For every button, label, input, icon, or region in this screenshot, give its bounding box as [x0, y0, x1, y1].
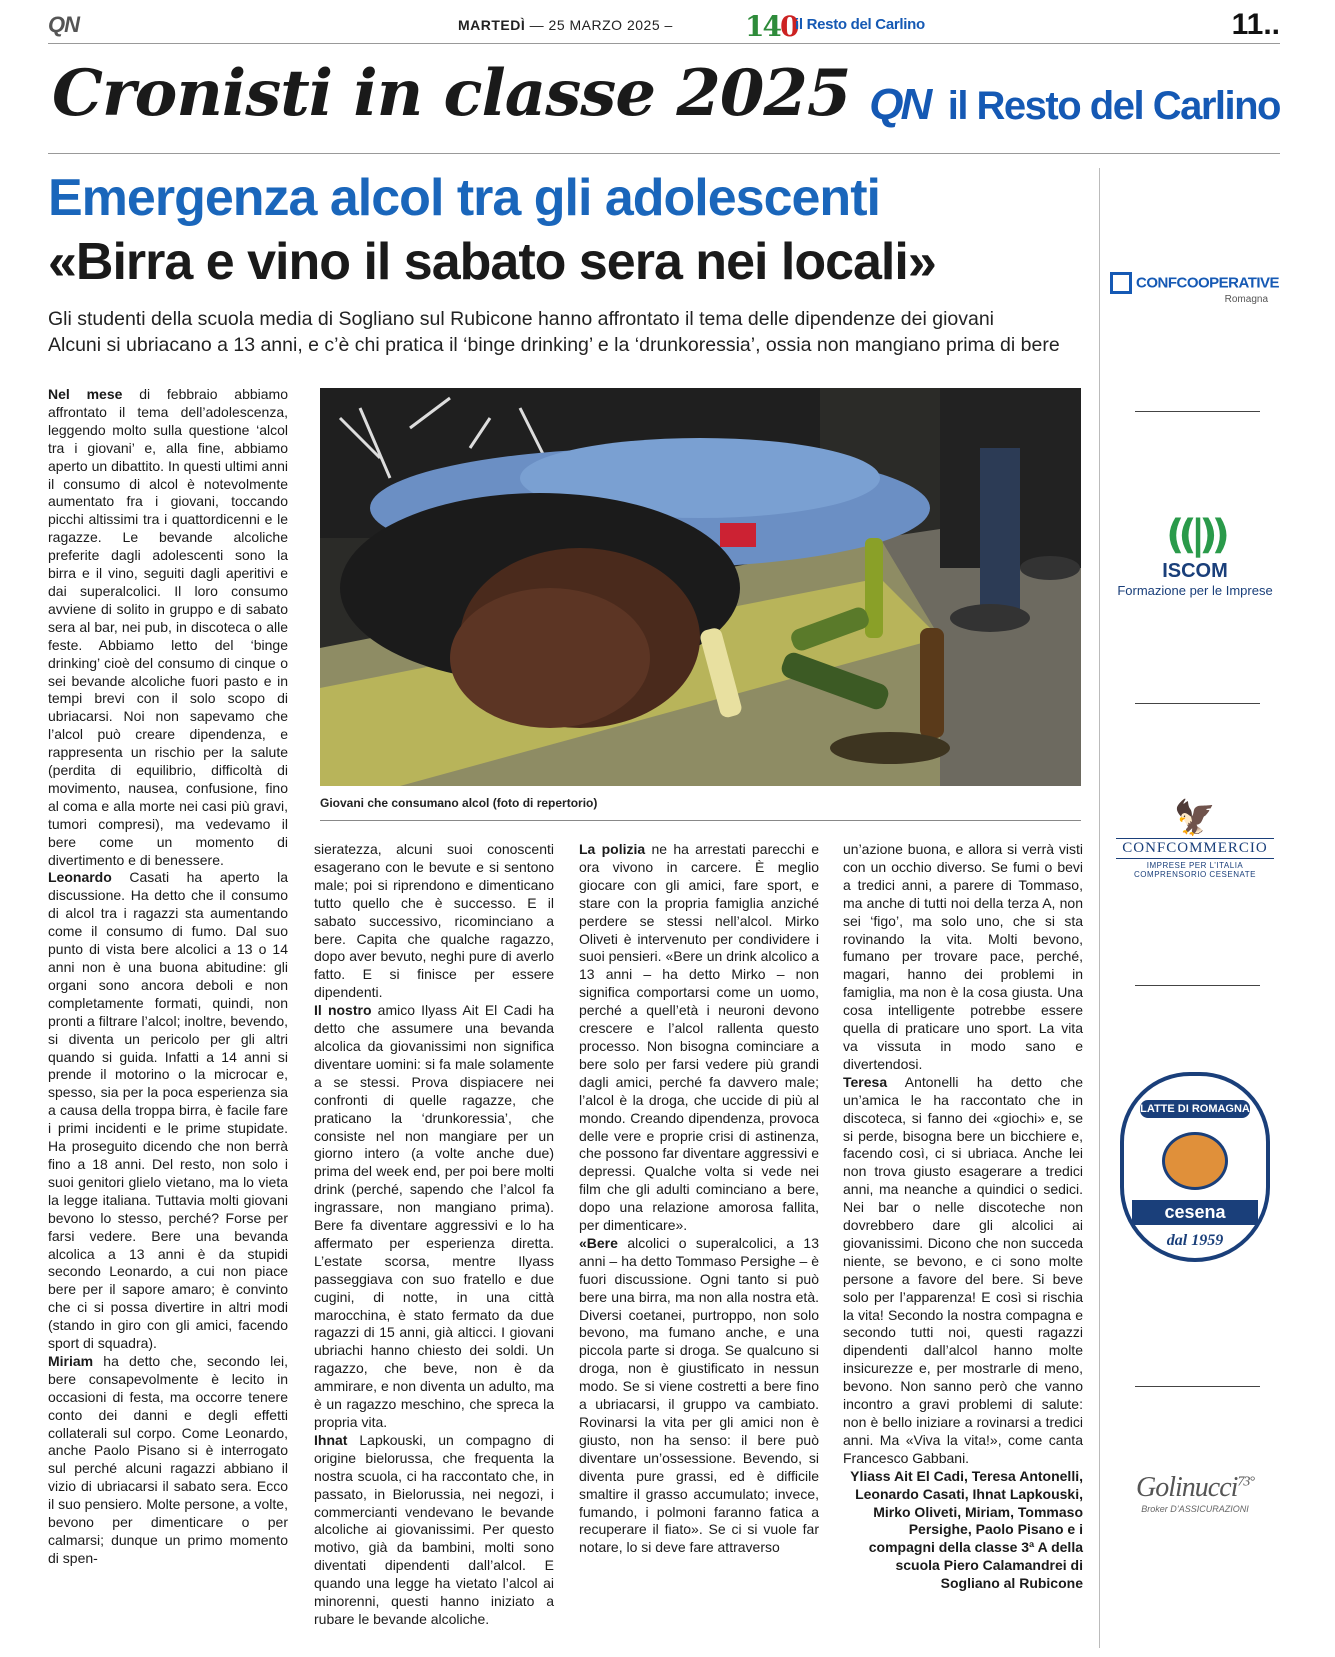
sponsor-city: cesena [1132, 1200, 1258, 1225]
sponsor-divider [1135, 985, 1260, 986]
paragraph-lead: La polizia [579, 841, 646, 857]
article-subhead [48, 306, 1098, 358]
series-title: Cronisti in classe 2025 [52, 56, 851, 131]
sponsor-region: COMPRENSORIO CESENATE [1134, 870, 1256, 879]
sponsor-divider [1135, 411, 1260, 412]
sponsor-name: CONFCOMMERCIO [1116, 838, 1274, 859]
column-divider [1099, 168, 1100, 1648]
photo-teen-drinking-icon [320, 388, 1081, 786]
article-column-3 [579, 841, 819, 1648]
sponsor-region: Romagna [1224, 294, 1268, 305]
sponsor-sub: IMPRESE PER L’ITALIA [1146, 861, 1244, 870]
paragraph [48, 1353, 288, 1568]
sponsor-name: ISCOM [1162, 560, 1228, 582]
sponsor-latte-di-romagna [1110, 1072, 1280, 1262]
paragraph-text: alcolici o superalcolici, a 13 anni – ha detto Tommaso Persighe – è fuori discussione. Ogni tanto si può bere una birra, ma non alla nostra età. Diversi coetanei, purtroppo, non solo bevono, ma fumano anche, e una piccola parte si droga. Se qualcuno si droga, non è giustificato in nessun modo. Se si viene costretti a bere fino a ubriacarsi, il gruppo va cambiato. Rovinarsi la vita per gli amici non è giusto, non ha senso: il bere può diventare un’ossessione. Bevendo, si diventa pure grassi, ed è difficile smaltire il grasso accumulato; invece, fumando, i polmoni faranno fatica a recuperare il fiato». Se ci si vuole far notare, lo si deve fare attraverso [579, 1234, 819, 1556]
paragraph-text: ne ha arrestati parecchi e ora vivono in carcere. È meglio giocare con gli amici, fare sport, e stare con la propria famiglia anziché perdere se stessi nell’alcol. Mirko Oliveti è intervenuto per condividere i suoi pensieri. «Bere un drink alcolico a 13 anni – ha detto Mirko – non significa comportarsi come un uomo, perché a quell’età i neuroni devono crescere e l’alcol rallenta questo processo. Non bisogna cominciare a bere solo per farsi vedere più grandi dagli amici, perché fa davvero male; l’alcol è la droga, che uccide di più al mondo. Creando dipendenza, provoca delle vere e proprie crisi di astinenza, che possono far diventare aggressivi e depressi. Qualche volta si vede nei film che gli adulti cominciano a bere, dopo una relazione amorosa fallita, per dimenticare». [579, 841, 819, 1234]
paragraph [314, 1432, 554, 1629]
paragraph [314, 1002, 554, 1432]
subhead-line-2: Alcuni si ubriacano a 13 anni, e c’è chi pratica il ‘binge drinking’ e la ‘drunkoressia’, ossia non mangiano prima di bere [48, 334, 1060, 356]
article-column-1 [48, 386, 288, 1648]
sponsor-golinucci [1110, 1472, 1280, 1514]
anniversary-logo: 140 [745, 10, 798, 43]
paragraph-lead: Ihnat [314, 1431, 348, 1448]
iscom-logo-icon: ((|)) [1166, 512, 1224, 558]
dateline [458, 17, 673, 33]
paragraph-text: sieratezza, alcuni suoi conoscenti esagerano con le bevute e si sentono male; poi si riprendono e dimenticano tutto quello che è successo. E il sabato successivo, ricominciano a bere. Capita che qualche ragazzo, dopo aver bevuto, neghi pure di averlo fatto. E si finisce per essere dipendenti. [314, 841, 554, 1001]
paragraph [48, 869, 288, 1352]
paragraph-lead: Miriam [48, 1352, 94, 1369]
paragraph-lead: «Bere [579, 1234, 618, 1251]
paragraph-text: Lapkouski, un compagno di origine bielorussa, che frequenta la nostra scuola, ci ha raccontato che, in passato, in Bielorussia, nei negozi, i commercianti vendevano le bevande alcoliche ai giovanissimi. Per questo motivo, già da bambini, molti sono diventati dipendenti dall’alcol. E quando una legge ha vietato l’alcol ai minorenni, questi hanno iniziato a rubare le bevande alcoliche. [314, 1431, 554, 1627]
article-column-4 [843, 841, 1083, 1648]
paragraph-text: Antonelli ha detto che un’amica le ha raccontato che in discoteca, si fanno dei «giochi» e, se si perde, bisogna bere un bicchiere e, facendo così, ci si ubriaca. Anche lei non trova giusto esagerare a tredici anni, ma neanche a quindici o sedici. Nei bar o nelle discoteche non dovrebbero dare gli alcolici ai giovanissimi. Dicono che non succeda niente, se bevono, e ci sono molte persone a favore del bere. Si beve solo per l’apparenza! E così si rischia la vita! Secondo la nostra compagna e secondo tutti noi, questi ragazzi dipendenti dall’alcol hanno molte insicurezze e, per mostrarle di meno, bevono. Non sanno però che vanno incontro a gravi problemi di salute: non è bello iniziare a rovinarsi a tredici anni. Ma «Viva la vita!», come canta Francesco Gabbani. [843, 1073, 1083, 1466]
paragraph-lead: Nel mese [48, 386, 123, 402]
sponsor-divider [1135, 703, 1260, 704]
sponsor-years: 73° [1237, 1474, 1255, 1490]
article-kicker: Emergenza alcol tra gli adolescenti [48, 169, 880, 227]
day: MARTEDÌ [458, 17, 526, 33]
sponsor-name: LATTE DI ROMAGNA [1140, 1100, 1250, 1118]
eagle-icon: 🦅 [1173, 799, 1217, 837]
paragraph-text: di febbraio abbiamo affrontato il tema dell’adolescenza, leggendo molto sulla questione ‘alcol tra i giovani’ e, alla fine, abbiamo aperto un dibattito. In questi ultimi anni il consumo di alcol è notevolmente aumentato fra i giovani, toccando picchi altissimi tra i quattordicenni e le ragazze. Le bevande alcoliche preferite dagli adolescenti sono la birra e il vino, seguiti dagli aperitivi e dai superalcolici. Il loro consumo avviene di solito in gruppo e di sabato sera al bar, nei pub, in discoteca o alle feste. Abbiamo letto del ‘binge drinking’ cioè del consumo di cinque o sei bevande alcoliche fuori pasto e in tempi brevi con il solo scopo di ubriacarsi. Noi non sapevamo che l’alcol può creare dipendenza, e rappresenta un rischio per la salute (perdita di equilibrio, difficoltà di movimento, nausea, confusione, fino al coma e alla morte nei casi più gravi, tumori compresi), ma vedevamo il bere come un momento di divertimento e di benessere. [48, 386, 288, 868]
paragraph [314, 841, 554, 1002]
paragraph-lead: Leonardo [48, 869, 112, 886]
paragraph-lead: Teresa [843, 1073, 888, 1090]
page-number: 11.. [1231, 8, 1280, 41]
sponsor-confcooperative [1110, 272, 1280, 305]
sponsor-name: CONFCOOPERATIVE [1136, 274, 1280, 292]
paragraph [579, 1235, 819, 1557]
article-photo [320, 388, 1081, 786]
sponsor-divider [1135, 1386, 1260, 1387]
sponsor-year: dal 1959 [1166, 1232, 1224, 1249]
paragraph-lead: Il nostro [314, 1002, 372, 1019]
paragraph [579, 841, 819, 1235]
paragraph-text: ha detto che, secondo lei, bere consapevolmente è lecito in occasioni di festa, ma occorre tenere conto dei danni e degli effetti collaterali sul corpo. Come Leonardo, anche Paolo Pisano si è interrogato sul perché alcuni ragazzi abbiano il vizio di ubriacarsi il sabato sera. Ecco il suo pensiero. Molte persone, a volte, bevono per dimenticare o per calmarsi; dunque un primo momento di spen- [48, 1352, 288, 1566]
page-header [48, 8, 1280, 44]
subhead-line-1: Gli studenti della scuola media di Sogliano sul Rubicone hanno affrontato il tema delle dipendenze dei giovani [48, 308, 995, 330]
paragraph [48, 386, 288, 869]
golinucci-logo [1110, 1472, 1280, 1504]
paragraph-text: un’azione buona, e allora si verrà visti con un occhio diverso. Se fumi o bevi a tredici anni, a parere di Tommaso, ma anche di tutti noi della terza A, non sei ‘figo’, ma solo uno, che si sta rovinando la vita. Molti bevono, fumano per trovare pace, perché, magari, hanno dei problemi in famiglia, ma non è la cosa giusta. Una cosa intelligente potrebbe essere quella di praticare uno sport. La vita va vissuta in modo sano e divertendosi. [843, 841, 1083, 1072]
qn-logo-large: QN [869, 80, 930, 129]
sponsor-iscom [1110, 512, 1280, 598]
paragraph [843, 1074, 1083, 1468]
sponsor-confcommercio [1110, 800, 1280, 879]
article-column-2 [314, 841, 554, 1648]
confcoop-logo-icon [1110, 272, 1132, 294]
qn-logo: QN [48, 12, 79, 37]
paper-name-small: il Resto del Carlino [795, 16, 925, 33]
paper-name-large: il Resto del Carlino [947, 84, 1280, 128]
milkman-face-icon [1162, 1132, 1228, 1190]
sponsor-name: Golinucci [1135, 1472, 1238, 1503]
paragraph-text: amico Ilyass Ait El Cadi ha detto che assumere una bevanda alcolica da giovanissimi non significa diventare uomini: si fa male solamente a se stessi. Prova dispiacere nei confronti di quelle ragazze, che praticano la ‘drunkoressia’, che consiste nel non mangiare per un giorno intero (a volte anche due) prima del week end, per poi bere molti drink (perché, sapendo che l’alcol fa ingrassare, non mangiano prima). Bere fa diventare aggressivi e lo ha affermato per esperienza diretta. L’estate scorsa, mentre Ilyass passeggiava con suo fratello e due cugini, di notte, in una città marocchina, è stato fermato da due ragazzi di 15 anni, già alticci. I giovani ubriachi hanno chiesto dei soldi. Un ragazzo, che beve, non è da ammirare, e non diventa un adulto, ma è un ragazzo meschino, che spreca la propria vita. [314, 1002, 554, 1430]
article-headline: «Birra e vino il sabato sera nei locali» [48, 233, 936, 291]
latte-badge [1120, 1072, 1270, 1262]
paragraph-text: Casati ha aperto la discussione. Ha detto che il consumo di alcol tra i ragazzi sta aumentando come il consumo di fumo. Dal suo punto di vista bere alcolici a 13 o 14 anni non è una buona abitudine: gli organi sono ancora deboli e non completamente formati, quindi, non pronti a filtrare l’alcol; inoltre, bevendo, si diventa un pericolo per gli altri quando si guida. Infatti a 14 anni si prende il motorino o la microcar e, spesso, sia per la poca esperienza sia a causa della troppa birra, è facile fare i primi incidenti e le prime stupidate. Ha proseguito dicendo che non berrà fino a 18 anni. Del resto, non solo i suoi genitori glielo vietano, ma lo vieta la legge italiana. Tuttavia molti giovani bevono lo stesso, perché? Forse per farsi vedere. Bere una bevanda alcolica a 13 anni è da stupidi secondo Leonardo, a cui non piace bere per il sapore amaro; è convinto che ci si possa divertire in altri modi (stando in giro con gli amici, facendo sport di squadra). [48, 869, 288, 1352]
article-signature: Yliass Ait El Cadi, Teresa Antonelli, Leonardo Casati, Ihnat Lapkouski, Mirko Oliveti, Miriam, Tommaso Persighe, Paolo Pisano e i compagni della classe 3ª A della scuola Piero Calamandrei di Sogliano al Rubicone [850, 1467, 1083, 1592]
sponsor-sub: Broker D’ASSICURAZIONI [1141, 1504, 1249, 1514]
brand-logo [869, 80, 1280, 130]
paragraph [843, 841, 1083, 1074]
photo-caption: Giovani che consumano alcol (foto di repertorio) [320, 796, 1081, 821]
date: — 25 MARZO 2025 – [529, 17, 673, 33]
sponsor-tagline: Formazione per le Imprese [1117, 583, 1273, 598]
masthead [48, 46, 1280, 154]
